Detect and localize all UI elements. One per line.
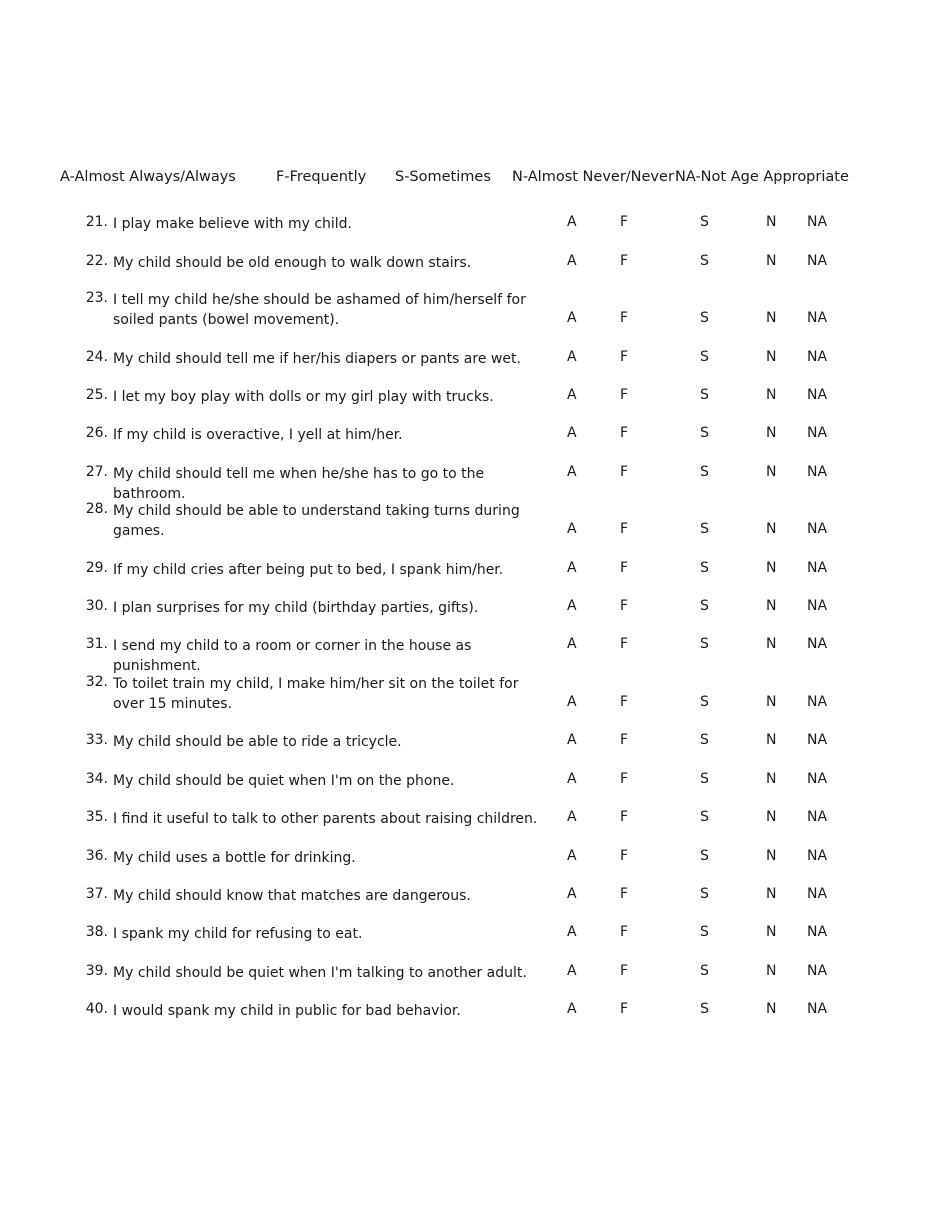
choice-always[interactable]: A — [567, 694, 577, 710]
choice-never[interactable]: N — [766, 521, 777, 537]
item-number: 28. — [85, 501, 108, 517]
legend-not-age-appropriate: NA-Not Age Appropriate — [675, 169, 849, 185]
choice-not-age-appropriate[interactable]: NA — [807, 349, 828, 365]
choice-frequently[interactable]: F — [620, 694, 629, 710]
choice-always[interactable]: A — [567, 809, 577, 825]
item-statement: My child uses a bottle for drinking. — [113, 850, 356, 866]
choice-always[interactable]: A — [567, 1001, 577, 1017]
choice-frequently[interactable]: F — [620, 1001, 629, 1017]
item-number: 29. — [85, 560, 108, 576]
choice-never[interactable]: N — [766, 425, 777, 441]
choice-always[interactable]: A — [567, 464, 577, 480]
choice-always[interactable]: A — [567, 521, 577, 537]
item-number: 22. — [85, 253, 108, 269]
item-number: 27. — [85, 464, 108, 480]
choice-not-age-appropriate[interactable]: NA — [807, 963, 828, 979]
item-number: 26. — [85, 425, 108, 441]
choice-never[interactable]: N — [766, 771, 777, 787]
choice-sometimes[interactable]: S — [700, 521, 709, 537]
choice-sometimes[interactable]: S — [700, 253, 709, 269]
choice-always[interactable]: A — [567, 253, 577, 269]
choice-always[interactable]: A — [567, 848, 577, 864]
choice-never[interactable]: N — [766, 924, 777, 940]
item-statement: If my child cries after being put to bed, I spank him/her. — [113, 562, 504, 578]
choice-always[interactable]: A — [567, 387, 577, 403]
choice-frequently[interactable]: F — [620, 598, 629, 614]
choice-always[interactable]: A — [567, 963, 577, 979]
legend-frequently: F-Frequently — [276, 169, 367, 185]
choice-never[interactable]: N — [766, 214, 777, 230]
choice-not-age-appropriate[interactable]: NA — [807, 694, 828, 710]
choice-not-age-appropriate[interactable]: NA — [807, 214, 828, 230]
legend-sometimes: S-Sometimes — [395, 169, 491, 185]
item-number: 21. — [85, 214, 108, 230]
choice-not-age-appropriate[interactable]: NA — [807, 1001, 828, 1017]
item-number: 35. — [85, 809, 108, 825]
choice-not-age-appropriate[interactable]: NA — [807, 560, 828, 576]
item-statement: My child should be old enough to walk down stairs. — [113, 255, 472, 271]
choice-always[interactable]: A — [567, 771, 577, 787]
item-number: 34. — [85, 771, 108, 787]
choice-never[interactable]: N — [766, 963, 777, 979]
choice-frequently[interactable]: F — [620, 886, 629, 902]
choice-frequently[interactable]: F — [620, 963, 629, 979]
choice-sometimes[interactable]: S — [700, 598, 709, 614]
item-number: 33. — [85, 732, 108, 748]
item-statement: I tell my child he/she should be ashamed of him/herself for soiled pants (bowel movement). — [113, 292, 526, 328]
choice-not-age-appropriate[interactable]: NA — [807, 636, 828, 652]
choice-frequently[interactable]: F — [620, 310, 629, 326]
choice-frequently[interactable]: F — [620, 387, 629, 403]
choice-sometimes[interactable]: S — [700, 886, 709, 902]
choice-never[interactable]: N — [766, 349, 777, 365]
choice-frequently[interactable]: F — [620, 425, 629, 441]
legend-never: N-Almost Never/Never — [512, 169, 674, 185]
choice-not-age-appropriate[interactable]: NA — [807, 771, 828, 787]
choice-not-age-appropriate[interactable]: NA — [807, 425, 828, 441]
choice-never[interactable]: N — [766, 732, 777, 748]
choice-never[interactable]: N — [766, 809, 777, 825]
item-number: 32. — [85, 674, 108, 690]
choice-always[interactable]: A — [567, 425, 577, 441]
choice-frequently[interactable]: F — [620, 253, 629, 269]
choice-never[interactable]: N — [766, 464, 777, 480]
choice-frequently[interactable]: F — [620, 848, 629, 864]
choice-sometimes[interactable]: S — [700, 809, 709, 825]
choice-sometimes[interactable]: S — [700, 425, 709, 441]
choice-not-age-appropriate[interactable]: NA — [807, 253, 828, 269]
choice-always[interactable]: A — [567, 349, 577, 365]
choice-always[interactable]: A — [567, 598, 577, 614]
choice-frequently[interactable]: F — [620, 349, 629, 365]
item-statement: My child should tell me when he/she has to go to the bathroom. — [113, 466, 485, 502]
choice-sometimes[interactable]: S — [700, 636, 709, 652]
choice-not-age-appropriate[interactable]: NA — [807, 598, 828, 614]
choice-never[interactable]: N — [766, 387, 777, 403]
choice-frequently[interactable]: F — [620, 771, 629, 787]
choice-never[interactable]: N — [766, 310, 777, 326]
choice-always[interactable]: A — [567, 560, 577, 576]
choice-always[interactable]: A — [567, 636, 577, 652]
item-number: 30. — [85, 598, 108, 614]
choice-frequently[interactable]: F — [620, 636, 629, 652]
item-number: 31. — [85, 636, 108, 652]
choice-never[interactable]: N — [766, 560, 777, 576]
choice-not-age-appropriate[interactable]: NA — [807, 924, 828, 940]
item-statement: I find it useful to talk to other parents about raising children. — [113, 811, 538, 827]
choice-sometimes[interactable]: S — [700, 560, 709, 576]
choice-frequently[interactable]: F — [620, 464, 629, 480]
choice-frequently[interactable]: F — [620, 214, 629, 230]
choice-sometimes[interactable]: S — [700, 694, 709, 710]
choice-never[interactable]: N — [766, 886, 777, 902]
choice-sometimes[interactable]: S — [700, 924, 709, 940]
choice-always[interactable]: A — [567, 924, 577, 940]
item-statement: My child should be quiet when I'm on the phone. — [113, 773, 455, 789]
item-statement: My child should know that matches are dangerous. — [113, 888, 471, 904]
choice-never[interactable]: N — [766, 253, 777, 269]
item-number: 23. — [85, 290, 108, 306]
choice-always[interactable]: A — [567, 732, 577, 748]
item-statement: I play make believe with my child. — [113, 216, 353, 232]
choice-sometimes[interactable]: S — [700, 349, 709, 365]
choice-never[interactable]: N — [766, 694, 777, 710]
item-number: 36. — [85, 848, 108, 864]
choice-sometimes[interactable]: S — [700, 387, 709, 403]
item-statement: I plan surprises for my child (birthday parties, gifts). — [113, 600, 479, 616]
choice-never[interactable]: N — [766, 598, 777, 614]
choice-sometimes[interactable]: S — [700, 1001, 709, 1017]
choice-frequently[interactable]: F — [620, 560, 629, 576]
choice-sometimes[interactable]: S — [700, 310, 709, 326]
choice-always[interactable]: A — [567, 214, 577, 230]
choice-sometimes[interactable]: S — [700, 848, 709, 864]
choice-frequently[interactable]: F — [620, 809, 629, 825]
response-legend — [0, 169, 950, 189]
item-number: 40. — [85, 1001, 108, 1017]
choice-not-age-appropriate[interactable]: NA — [807, 848, 828, 864]
item-number: 24. — [85, 349, 108, 365]
choice-always[interactable]: A — [567, 886, 577, 902]
choice-sometimes[interactable]: S — [700, 963, 709, 979]
choice-frequently[interactable]: F — [620, 521, 629, 537]
choice-not-age-appropriate[interactable]: NA — [807, 732, 828, 748]
choice-sometimes[interactable]: S — [700, 214, 709, 230]
choice-not-age-appropriate[interactable]: NA — [807, 521, 828, 537]
choice-not-age-appropriate[interactable]: NA — [807, 809, 828, 825]
item-number: 25. — [85, 387, 108, 403]
item-statement: To toilet train my child, I make him/her sit on the toilet for over 15 minutes. — [113, 676, 519, 712]
item-statement: I let my boy play with dolls or my girl play with trucks. — [113, 389, 494, 405]
choice-not-age-appropriate[interactable]: NA — [807, 387, 828, 403]
item-statement: My child should tell me if her/his diapers or pants are wet. — [113, 351, 521, 367]
item-statement: I send my child to a room or corner in the house as punishment. — [113, 638, 472, 674]
choice-frequently[interactable]: F — [620, 924, 629, 940]
choice-sometimes[interactable]: S — [700, 771, 709, 787]
choice-not-age-appropriate[interactable]: NA — [807, 886, 828, 902]
item-statement: My child should be quiet when I'm talking to another adult. — [113, 965, 527, 981]
choice-never[interactable]: N — [766, 636, 777, 652]
choice-frequently[interactable]: F — [620, 732, 629, 748]
item-number: 37. — [85, 886, 108, 902]
choice-never[interactable]: N — [766, 848, 777, 864]
item-number: 38. — [85, 924, 108, 940]
choice-always[interactable]: A — [567, 310, 577, 326]
choice-not-age-appropriate[interactable]: NA — [807, 310, 828, 326]
item-statement: I would spank my child in public for bad behavior. — [113, 1003, 461, 1019]
choice-sometimes[interactable]: S — [700, 464, 709, 480]
item-number: 39. — [85, 963, 108, 979]
item-statement: My child should be able to ride a tricycle. — [113, 734, 402, 750]
item-statement: I spank my child for refusing to eat. — [113, 926, 363, 942]
item-statement: My child should be able to understand taking turns during games. — [113, 503, 520, 539]
choice-sometimes[interactable]: S — [700, 732, 709, 748]
choice-not-age-appropriate[interactable]: NA — [807, 464, 828, 480]
choice-never[interactable]: N — [766, 1001, 777, 1017]
legend-always: A-Almost Always/Always — [60, 169, 236, 185]
item-statement: If my child is overactive, I yell at him/her. — [113, 427, 403, 443]
